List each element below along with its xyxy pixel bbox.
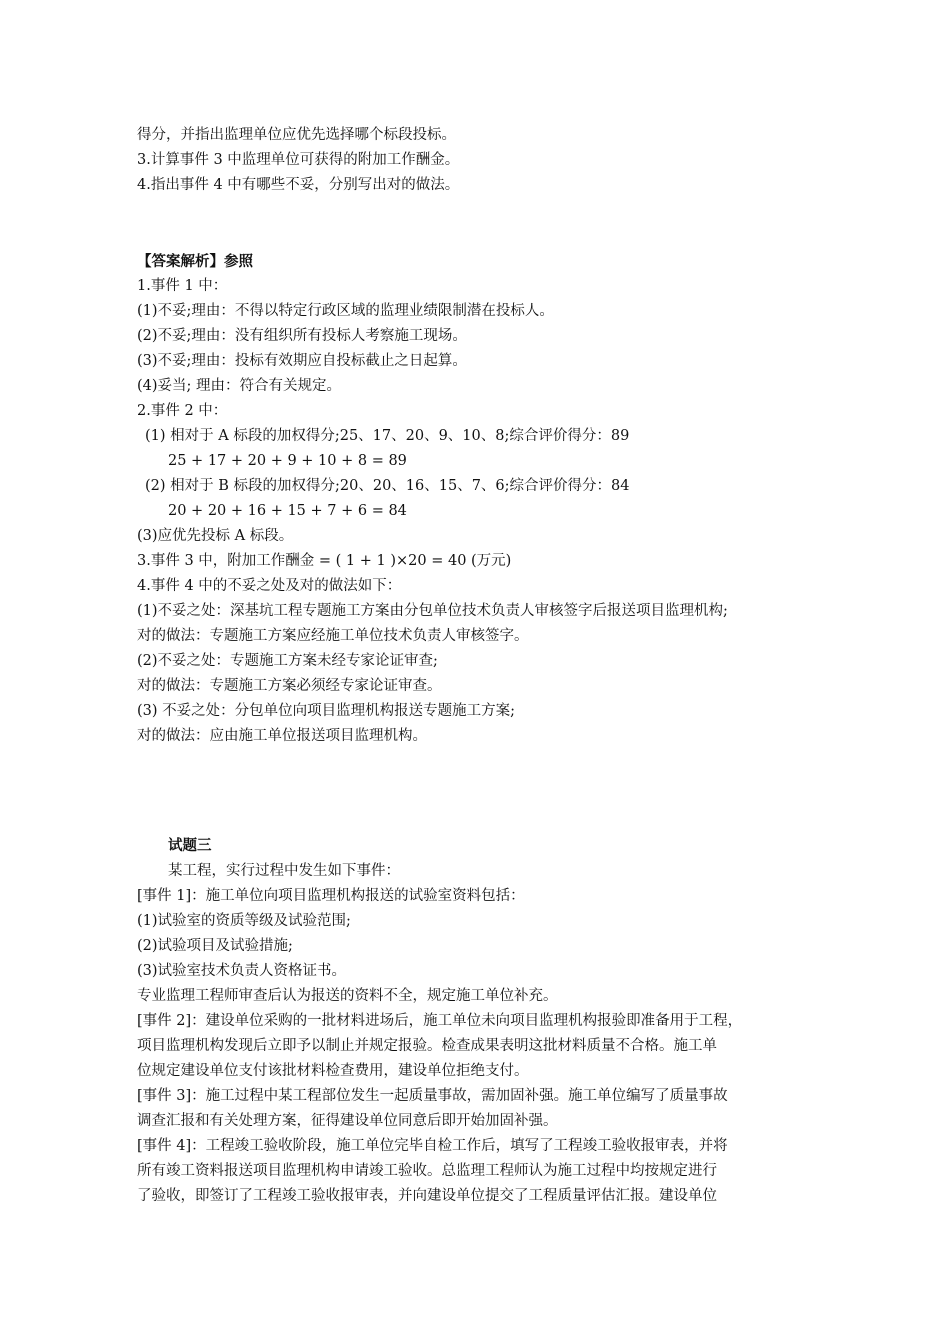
calculation-line: 25 + 17 + 20 + 9 + 10 + 8 = 89 [168,453,407,469]
text-line: 对的做法：专题施工方案必须经专家论证审查。 [137,678,442,694]
text-line: 对的做法：专题施工方案应经施工单位技术负责人审核签字。 [137,628,529,644]
text-line: 3.计算事件 3 中监理单位可获得的附加工作酬金。 [137,152,460,168]
text-line: (1)不妥;理由：不得以特定行政区域的监理业绩限制潜在投标人。 [137,303,554,319]
text-line: 4.事件 4 中的不妥之处及对的做法如下： [137,578,402,594]
text-line: (2)不妥之处：专题施工方案未经专家论证审查; [137,653,438,669]
text-line: (4)妥当; 理由：符合有关规定。 [137,378,342,394]
answer-heading: 【答案解析】参照 [137,253,253,270]
text-line: 2.事件 2 中： [137,403,228,419]
text-line: 对的做法：应由施工单位报送项目监理机构。 [137,728,427,744]
text-line: (3)不妥;理由：投标有效期应自投标截止之日起算。 [137,353,467,369]
text-line: (1) 相对于 A 标段的加权得分;25、17、20、9、10、8;综合评价得分：89 [145,428,630,444]
text-line: 调查汇报和有关处理方案，征得建设单位同意后即开始加固补强。 [137,1113,558,1129]
text-line: (1)不妥之处：深基坑工程专题施工方案由分包单位技术负责人审核签字后报送项目监理机构; [137,603,728,619]
text-line: 4.指出事件 4 中有哪些不妥，分别写出对的做法。 [137,177,460,193]
text-line: (3)试验室技术负责人资格证书。 [137,963,347,979]
text-line: 位规定建设单位支付该批材料检查费用，建设单位拒绝支付。 [137,1063,529,1079]
text-line: 得分，并指出监理单位应优先选择哪个标段投标。 [137,127,456,143]
text-line: (3) 不妥之处：分包单位向项目监理机构报送专题施工方案; [137,703,516,719]
text-line: (2)试验项目及试验措施; [137,938,293,954]
calculation-line: 20 + 20 + 16 + 15 + 7 + 6 = 84 [168,503,407,519]
text-line: 所有竣工资料报送项目监理机构申请竣工验收。总监理工程师认为施工过程中均按规定进行 [137,1163,717,1179]
text-line: 了验收，即签订了工程竣工验收报审表，并向建设单位提交了工程质量评估汇报。建设单位 [137,1188,717,1204]
text-line: (2)不妥;理由：没有组织所有投标人考察施工现场。 [137,328,467,344]
text-line: (2) 相对于 B 标段的加权得分;20、20、16、15、7、6;综合评价得分：84 [145,478,630,494]
text-line: (3)应优先投标 A 标段。 [137,528,294,544]
text-line: [事件 4]：工程竣工验收阶段，施工单位完毕自检工作后，填写了工程竣工验收报审表，并将 [137,1138,728,1154]
text-line: 项目监理机构发现后立即予以制止并规定报验。检查成果表明这批材料质量不合格。施工单 [137,1038,717,1054]
section-title: 试题三 [168,837,212,854]
text-line: [事件 1]：施工单位向项目监理机构报送的试验室资料包括： [137,888,525,904]
text-line: 专业监理工程师审查后认为报送的资料不全，规定施工单位补充。 [137,988,558,1004]
text-line: 1.事件 1 中： [137,278,228,294]
text-line: 某工程，实行过程中发生如下事件： [168,863,400,879]
text-line: [事件 3]：施工过程中某工程部位发生一起质量事故，需加固补强。施工单位编写了质量事故 [137,1088,728,1104]
text-line: [事件 2]：建设单位采购的一批材料进场后，施工单位未向项目监理机构报验即准备用于工程， [137,1013,743,1029]
text-line: 3.事件 3 中，附加工作酬金 = ( 1 + 1 )×20 = 40 (万元) [137,553,512,569]
text-line: (1)试验室的资质等级及试验范围; [137,913,351,929]
